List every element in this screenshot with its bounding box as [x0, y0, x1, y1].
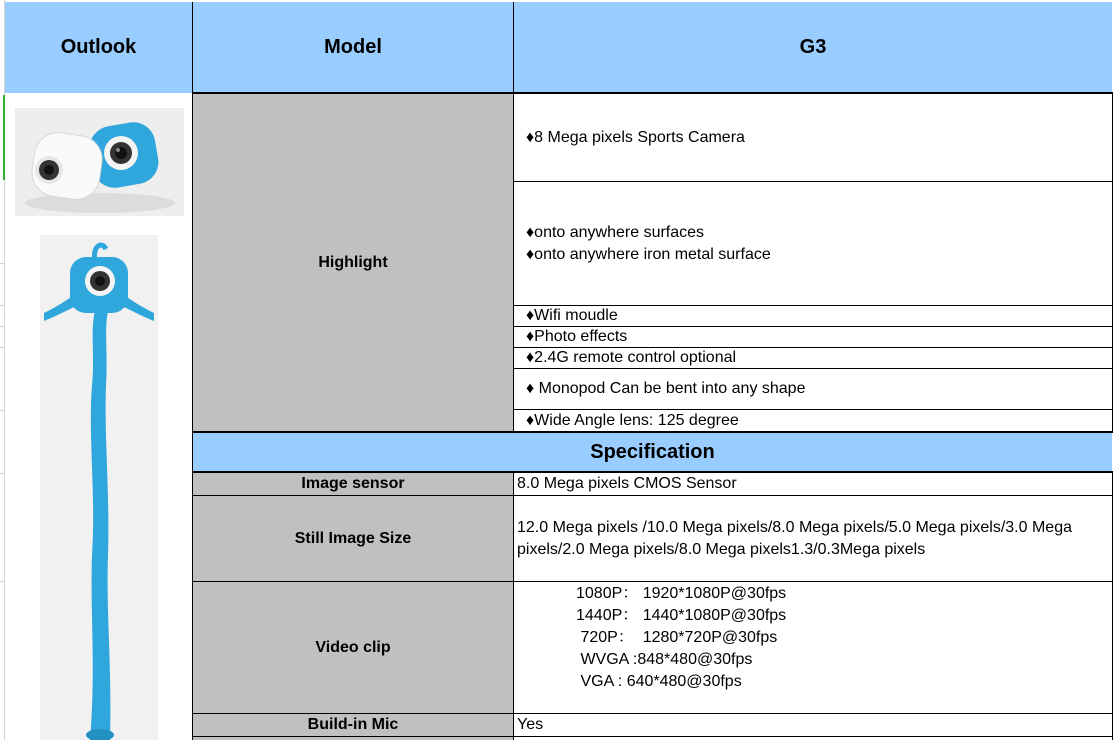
- divider: [1112, 93, 1113, 433]
- highlight-label-cell: [193, 94, 513, 432]
- divider: [192, 431, 1113, 433]
- highlight-item: ♦ Monopod Can be bent into any shape: [526, 380, 806, 397]
- outlook-header: [5, 2, 192, 93]
- product-header-label: G3: [799, 36, 827, 58]
- divider: [513, 347, 1113, 348]
- video-clip-line: 720P： 1280*720P@30fps: [576, 629, 778, 646]
- divider: [192, 713, 1113, 714]
- highlight-row-6: [514, 369, 1112, 409]
- mic-value: Yes: [517, 716, 544, 733]
- highlight-row-4: [514, 327, 1112, 347]
- highlight-item: ♦Photo effects: [526, 328, 628, 345]
- divider: [1112, 472, 1113, 740]
- image-sensor-label-cell: [193, 473, 513, 495]
- image-sensor-value: 8.0 Mega pixels CMOS Sensor: [517, 475, 737, 492]
- divider: [192, 92, 1113, 94]
- highlight-item: ♦Wifi moudle: [526, 307, 618, 324]
- video-clip-value-cell: [514, 582, 1112, 713]
- mic-label-cell: [193, 714, 513, 736]
- still-image-value-cell: [514, 496, 1112, 581]
- product-photo-monopod: [40, 235, 158, 740]
- highlight-item: ♦onto anywhere surfaces: [526, 223, 705, 241]
- product-header: [514, 2, 1112, 93]
- highlight-row-7: [514, 410, 1112, 431]
- highlight-item: ♦Wide Angle lens: 125 degree: [526, 411, 739, 429]
- highlight-item: ♦2.4G remote control optional: [526, 349, 737, 366]
- image-sensor-value-cell: [514, 473, 1112, 495]
- video-clip-line: 1440P： 1440*1080P@30fps: [576, 607, 787, 624]
- divider: [192, 581, 1113, 582]
- still-image-value-line: 12.0 Mega pixels /10.0 Mega pixels/8.0 Mega pixels/5.0 Mega pixels/3.0 Mega: [517, 518, 1072, 536]
- highlight-label: Highlight: [318, 254, 388, 271]
- model-header: [193, 2, 513, 93]
- specification-title: Specification: [590, 440, 715, 463]
- model-header-label: Model: [324, 36, 382, 58]
- still-image-label: Still Image Size: [294, 529, 412, 547]
- divider: [192, 2, 193, 740]
- mic-label: Build-in Mic: [307, 716, 399, 733]
- still-image-label-cell: [193, 496, 513, 581]
- highlight-row-1: [514, 94, 1112, 181]
- highlight-item: ♦onto anywhere iron metal surface: [526, 245, 771, 263]
- video-clip-line: 1080P： 1920*1080P@30fps: [576, 585, 787, 602]
- video-clip-line: VGA : 640*480@30fps: [576, 673, 742, 690]
- outlook-column: [5, 94, 192, 740]
- mic-value-cell: [514, 714, 1112, 736]
- image-sensor-label: Image sensor: [301, 475, 405, 492]
- divider: [192, 736, 1113, 737]
- highlight-row-5: [514, 348, 1112, 368]
- divider: [192, 471, 1113, 473]
- divider: [513, 181, 1113, 182]
- divider: [513, 326, 1113, 327]
- divider: [192, 495, 1113, 496]
- highlight-item: ♦8 Mega pixels Sports Camera: [526, 128, 745, 146]
- video-clip-label-cell: [193, 582, 513, 713]
- specification-header: [193, 433, 1112, 471]
- divider: [513, 472, 514, 740]
- divider: [513, 305, 1113, 306]
- outlook-header-label: Outlook: [60, 36, 137, 58]
- divider: [513, 409, 1113, 410]
- video-clip-label: Video clip: [315, 638, 391, 656]
- highlight-row-3: [514, 306, 1112, 326]
- product-photo-cameras: [15, 108, 184, 216]
- highlight-row-2: [514, 182, 1112, 305]
- still-image-value-line: pixels/2.0 Mega pixels/8.0 Mega pixels1.3/0.3Mega pixels: [517, 540, 926, 558]
- divider: [513, 368, 1113, 369]
- video-clip-line: WVGA :848*480@30fps: [576, 651, 753, 668]
